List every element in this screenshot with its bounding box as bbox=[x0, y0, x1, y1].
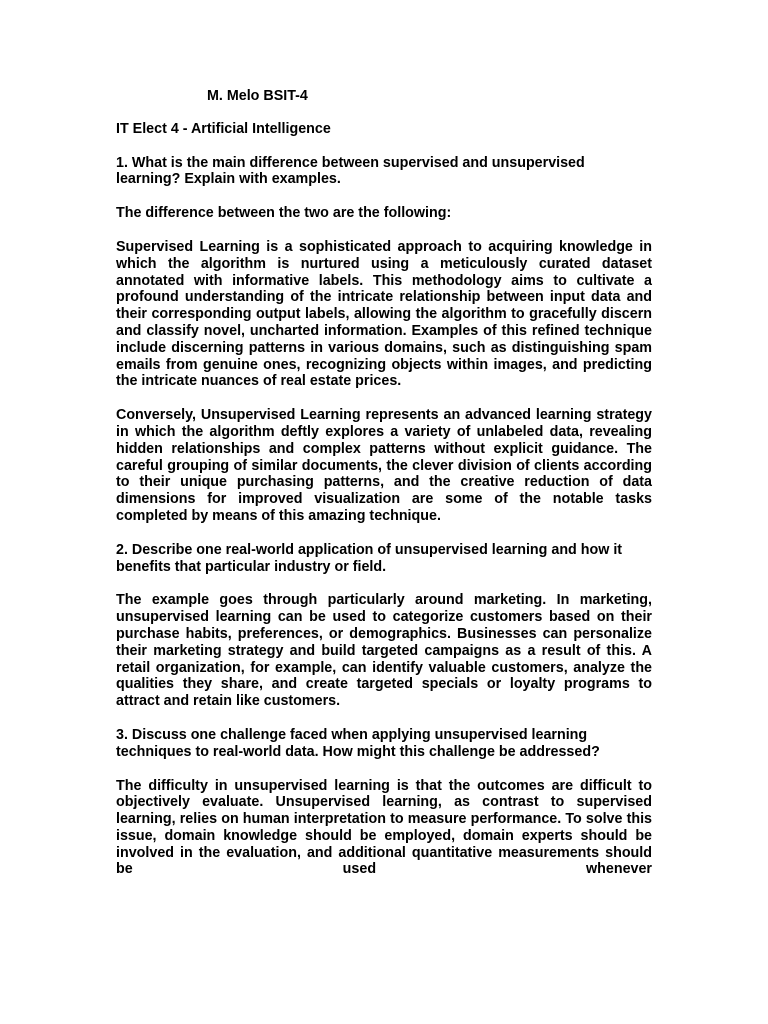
course-title: IT Elect 4 - Artificial Intelligence bbox=[116, 120, 331, 137]
answer-1-unsupervised: Conversely, Unsupervised Learning represents an advanced learning strategy in which the algorithm deftly explores a variety of unlabeled data, revealing hidden relationships and complex patterns without explicit guidance. The careful grouping of similar documents, the clever division of clients according to their unique purchasing patterns, and the creative reduction of data dimensions for improved visualization are some of the notable tasks completed by means of this amazing technique. bbox=[116, 407, 652, 524]
question-1: 1. What is the main difference between supervised and unsupervised learning? Explain with examples. bbox=[116, 154, 585, 188]
document-page bbox=[116, 88, 652, 895]
author-line: M. Melo BSIT-4 bbox=[207, 88, 308, 104]
answer-1-intro: The difference between the two are the following: bbox=[116, 205, 452, 222]
question-2: 2. Describe one real-world application of unsupervised learning and how it benefits that particular industry or field. bbox=[116, 541, 623, 575]
answer-2: The example goes through particularly around marketing. In marketing, unsupervised learning can be used to categorize customers based on their purchase habits, preferences, or demographics. Businesses can personalize their marketing strategy and build targeted campaigns as a result of this. A retail organization, for example, can identify valuable customers, analyze the qualities they share, and create targeted specials or loyalty programs to attract and retain like customers. bbox=[116, 592, 652, 710]
question-3: 3. Discuss one challenge faced when applying unsupervised learning techniques to real-world data. How might this challenge be addressed? bbox=[116, 726, 600, 760]
answer-3: The difficulty in unsupervised learning is that the outcomes are difficult to objectively evaluate. Unsupervised learning, as contrast to supervised learning, relies on human interpretation to measure performance. To solve this issue, domain knowledge should be employed, domain experts should be involved in the evaluation, and additional quantitative measurements should be used whenever bbox=[116, 777, 652, 878]
answer-1-supervised: Supervised Learning is a sophisticated approach to acquiring knowledge in which the algorithm is nurtured using a meticulously curated dataset annotated with informative labels. This methodology aims to cultivate a profound understanding of the intricate relationship between input data and their corresponding output labels, allowing the algorithm to gracefully discern and classify novel, uncharted information. Examples of this refined technique include discerning patterns in various domains, such as distinguishing spam emails from genuine ones, recognizing objects within images, and predicting the intricate nuances of real estate prices. bbox=[116, 238, 652, 390]
